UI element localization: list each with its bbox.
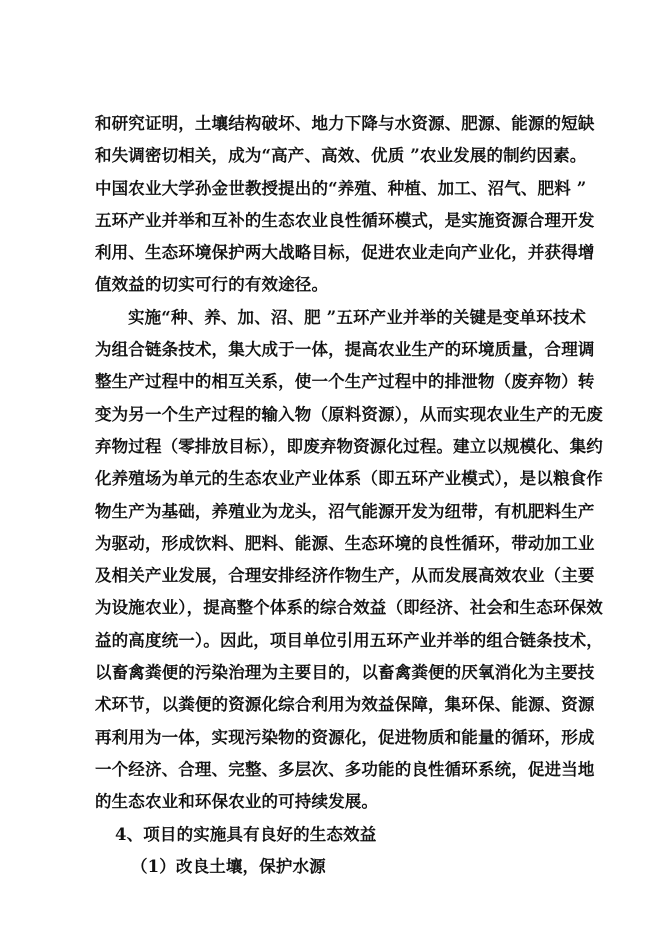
text-line: 值效益的切实可行的有效途径。 bbox=[95, 275, 329, 295]
text-line: 一个经济、合理、完整、多层次、多功能的良性循环系统，促进当地 bbox=[95, 759, 595, 779]
text-line: 为设施农业），提高整个体系的综合效益（即经济、社会和生态环保效 bbox=[95, 598, 603, 618]
text-line: 益的高度统一）。因此，项目单位引用五环产业并举的组合链条技术， bbox=[95, 630, 603, 650]
section-heading: 4、项目的实施具有良好的生态效益 bbox=[115, 824, 377, 844]
text-line: 及相关产业发展，合理安排经济作物生产，从而发展高效农业（主要 bbox=[95, 566, 595, 586]
text-line: 再利用为一体，实现污染物的资源化，促进物质和能量的循环，形成 bbox=[95, 727, 595, 747]
text-line: 以畜禽粪便的污染治理为主要目的，以畜禽粪便的厌氧消化为主要技 bbox=[95, 663, 595, 683]
text-line: 利用、生态环境保护两大战略目标，促进农业走向产业化，并获得增 bbox=[95, 243, 595, 263]
text-line: 为组合链条技术，集大成于一体，提高农业生产的环境质量，合理调 bbox=[95, 340, 595, 360]
paragraph-start-line: 实施“种、养、加、沼、肥 ”五环产业并举的关键是变单环技术 bbox=[128, 307, 587, 327]
text-line: 中国农业大学孙金世教授提出的“养殖、种植、加工、沼气、肥料 ” bbox=[95, 178, 587, 198]
subsection-heading: （1）改良土壤，保护水源 bbox=[131, 856, 326, 876]
text-line: 和研究证明，土壤结构破坏、地力下降与水资源、肥源、能源的短缺 bbox=[95, 114, 595, 133]
text-line: 和失调密切相关，成为“高产、高效、优质 ”农业发展的制约因素。 bbox=[95, 146, 587, 166]
text-line: 化养殖场为单元的生态农业产业体系（即五环产业模式），是以粮食作 bbox=[95, 469, 603, 489]
text-line: 整生产过程中的相互关系，使一个生产过程中的排泄物（废弃物）转 bbox=[95, 372, 595, 392]
text-line: 五环产业并举和互补的生态农业良性循环模式，是实施资源合理开发 bbox=[95, 210, 595, 230]
body-text bbox=[95, 108, 603, 883]
text-line: 术环节，以粪便的资源化综合利用为效益保障，集环保、能源、资源 bbox=[95, 695, 595, 715]
text-line: 为驱动，形成饮料、肥料、能源、生态环境的良性循环，带动加工业 bbox=[95, 533, 595, 553]
text-line: 物生产为基础，养殖业为龙头，沼气能源开发为纽带，有机肥料生产 bbox=[95, 501, 595, 521]
text-line: 变为另一个生产过程的输入物（原料资源），从而实现农业生产的无废 bbox=[95, 404, 603, 424]
text-line: 的生态农业和环保农业的可持续发展。 bbox=[95, 792, 379, 812]
text-line: 弃物过程（零排放目标），即废弃物资源化过程。建立以规模化、集约 bbox=[95, 436, 603, 456]
